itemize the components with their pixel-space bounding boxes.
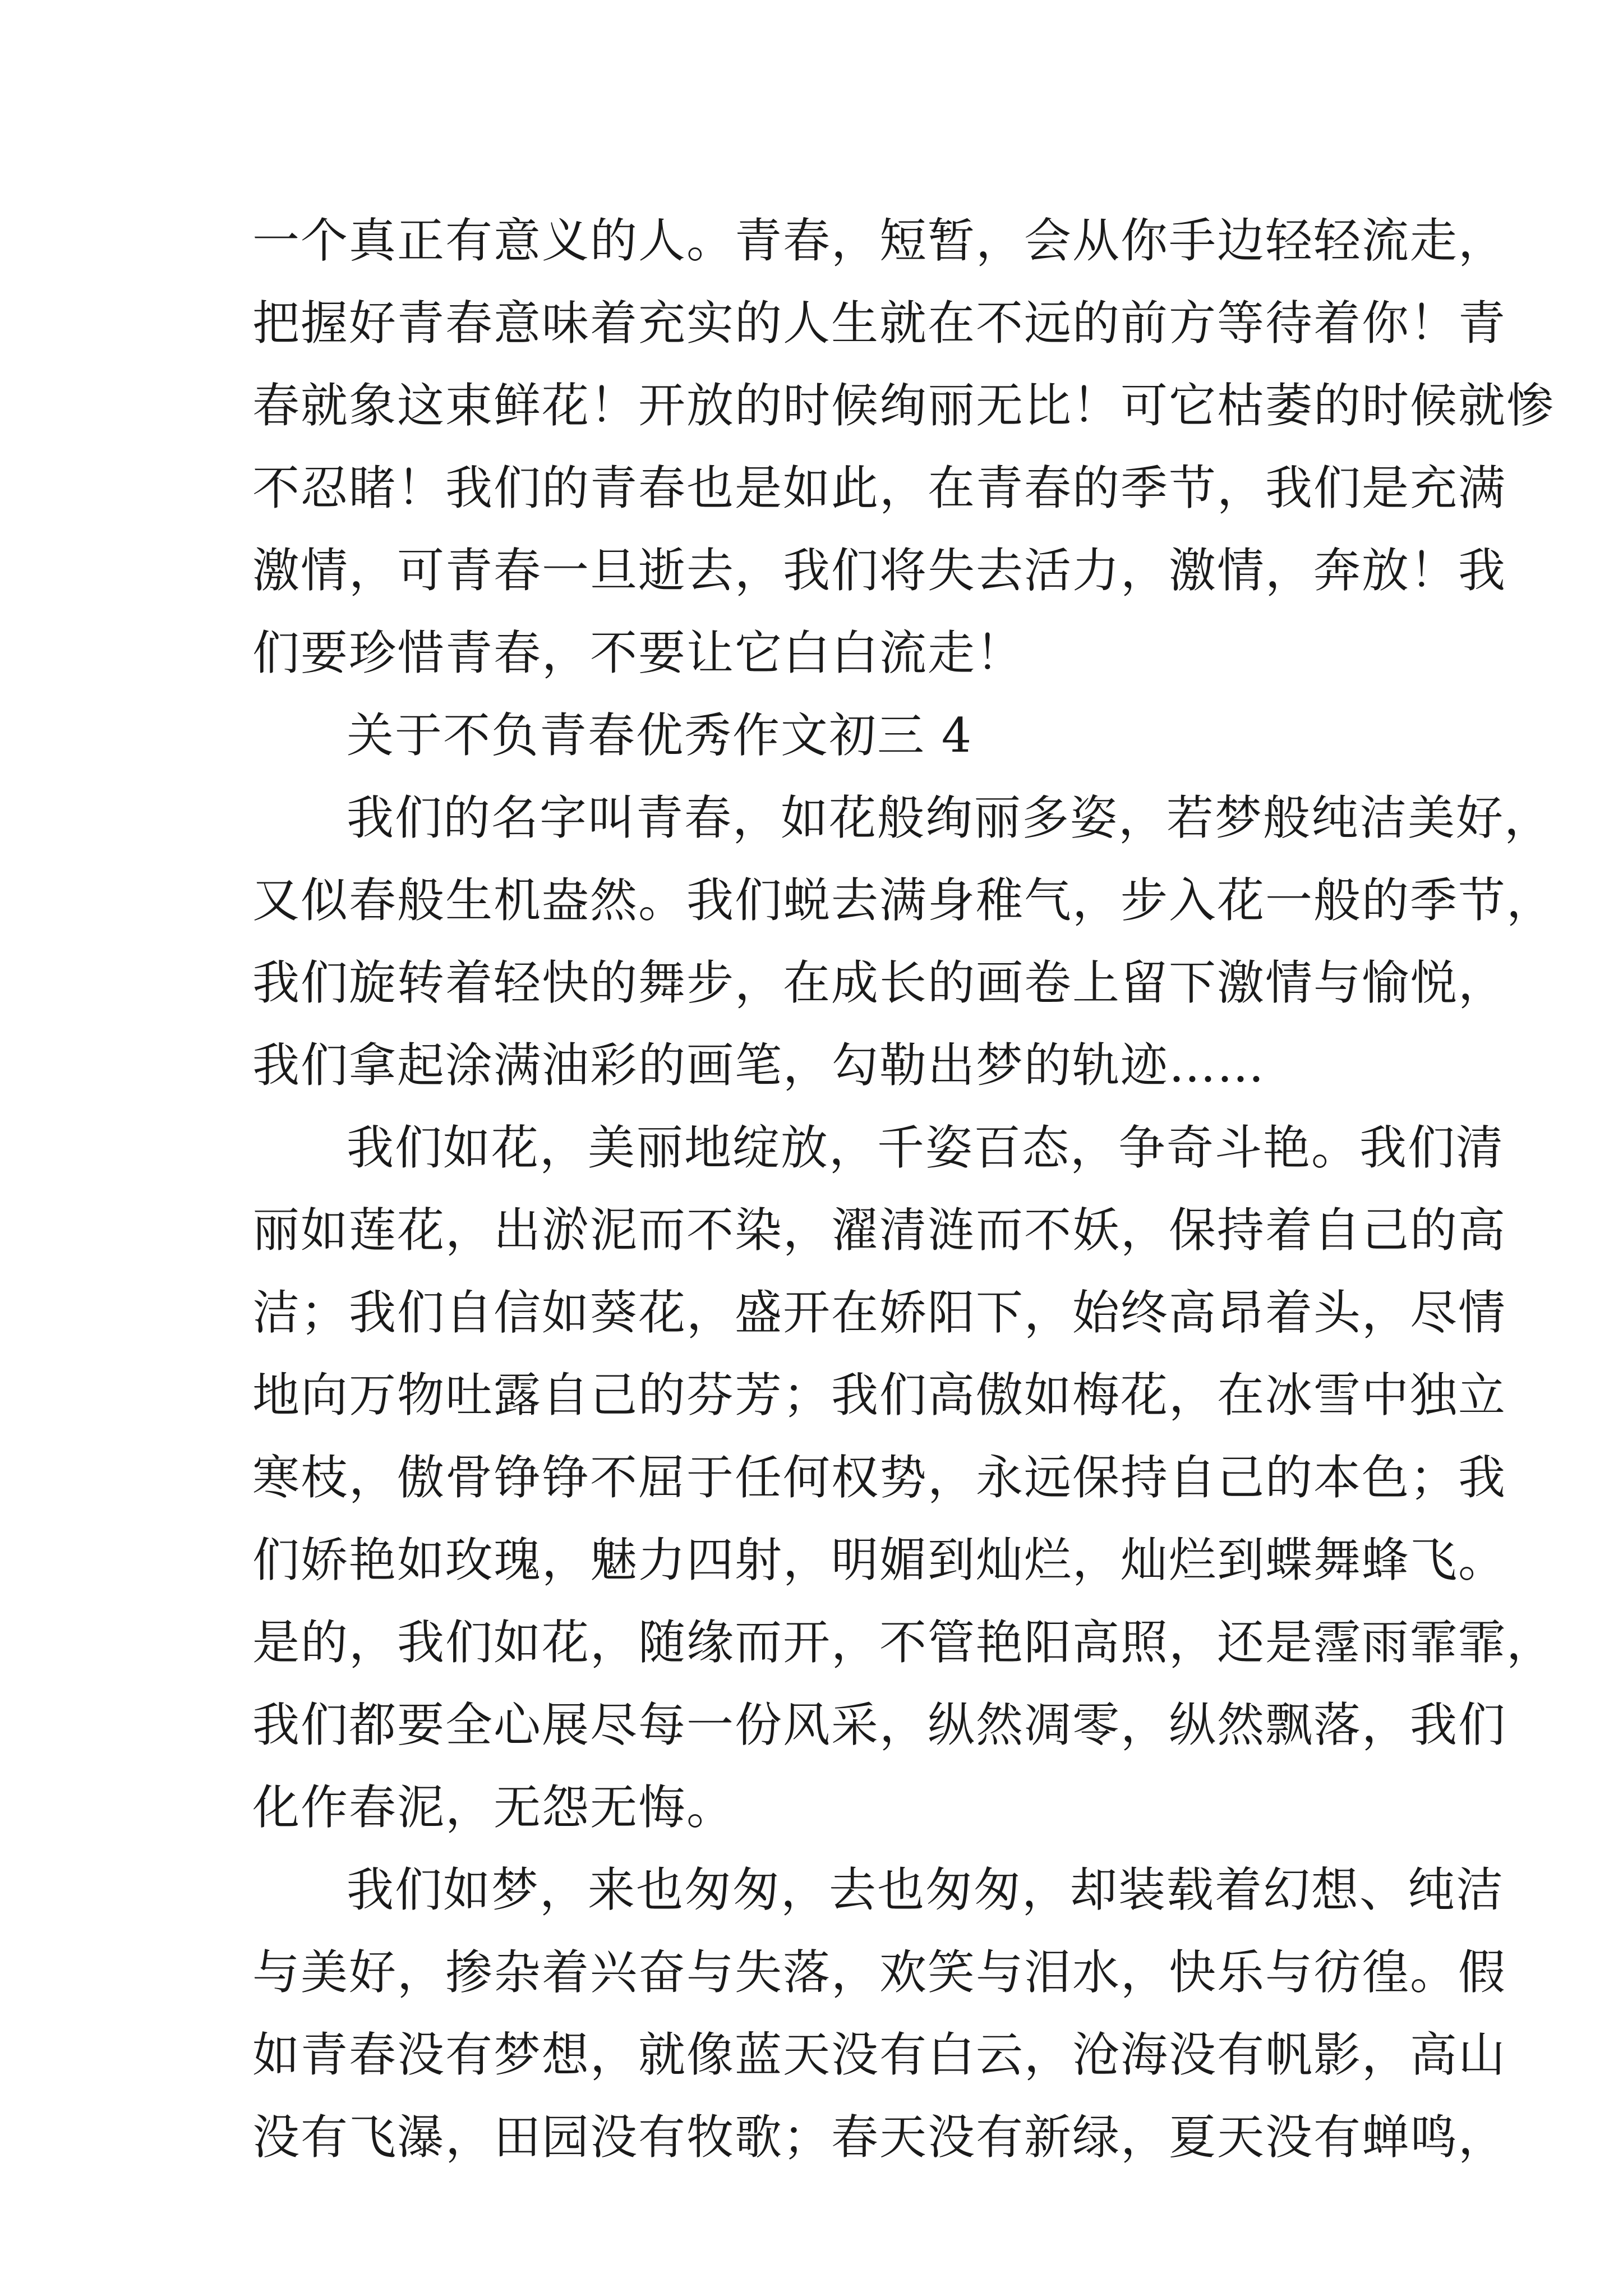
text-line: 激情，可青春一旦逝去，我们将失去活力，激情，奔放！我: [252, 543, 1507, 598]
text-line: 不忍睹！我们的青春也是如此，在青春的季节，我们是充满: [252, 461, 1507, 516]
text-line: 春就象这束鲜花！开放的时候绚丽无比！可它枯萎的时候就惨: [252, 378, 1555, 433]
paragraph-1: [252, 213, 1555, 680]
text-line: 把握好青春意味着充实的人生就在不远的前方等待着你！青: [252, 296, 1507, 351]
paragraph-2: [252, 790, 1555, 1093]
document-page: [252, 213, 1555, 2192]
text-line: 洁；我们自信如葵花，盛开在娇阳下，始终高昂着头，尽情: [252, 1285, 1507, 1340]
text-line: 是的，我们如花，随缘而开，不管艳阳高照，还是霪雨霏霏，: [252, 1615, 1555, 1670]
text-line: 我们如梦，来也匆匆，去也匆匆，却装载着幻想、纯洁: [347, 1862, 1505, 1917]
heading-text: 关于不负青春优秀作文初三 4: [347, 708, 973, 763]
text-line: 又似春般生机盎然。我们蜕去满身稚气，步入花一般的季节，: [252, 873, 1555, 928]
text-line: 一个真正有意义的人。青春，短暂，会从你手边轻轻流走，: [252, 213, 1507, 268]
text-line: 与美好，掺杂着兴奋与失落，欢笑与泪水，快乐与彷徨。假: [252, 1945, 1507, 2000]
text-line: 我们拿起涂满油彩的画笔，勾勒出梦的轨迹……: [252, 1038, 1266, 1093]
text-line: 我们如花，美丽地绽放，千姿百态，争奇斗艳。我们清: [347, 1120, 1505, 1175]
text-line: 们要珍惜青春，不要让它白白流走！: [252, 625, 1025, 680]
paragraph-4: [252, 1862, 1507, 2165]
section-heading: [252, 708, 1396, 763]
text-line: 地向万物吐露自己的芬芳；我们高傲如梅花，在冰雪中独立: [252, 1368, 1507, 1423]
text-line: 我们旋转着轻快的舞步，在成长的画卷上留下激情与愉悦，: [252, 955, 1507, 1010]
text-line: 我们都要全心展尽每一份风采，纵然凋零，纵然飘落，我们: [252, 1697, 1507, 1752]
text-line: 寒枝，傲骨铮铮不屈于任何权势，永远保持自己的本色；我: [252, 1450, 1507, 1505]
paragraph-3: [252, 1120, 1555, 1835]
text-line: 化作春泥，无怨无悔。: [252, 1780, 735, 1835]
text-line: 没有飞瀑，田园没有牧歌；春天没有新绿，夏天没有蝉鸣，: [252, 2110, 1507, 2165]
text-line: 丽如莲花，出淤泥而不染，濯清涟而不妖，保持着自己的高: [252, 1203, 1507, 1258]
text-line: 如青春没有梦想，就像蓝天没有白云，沧海没有帆影，高山: [252, 2027, 1507, 2082]
text-line: 我们的名字叫青春，如花般绚丽多姿，若梦般纯洁美好，: [347, 790, 1553, 845]
text-line: 们娇艳如玫瑰，魅力四射，明媚到灿烂，灿烂到蝶舞蜂飞。: [252, 1533, 1507, 1588]
